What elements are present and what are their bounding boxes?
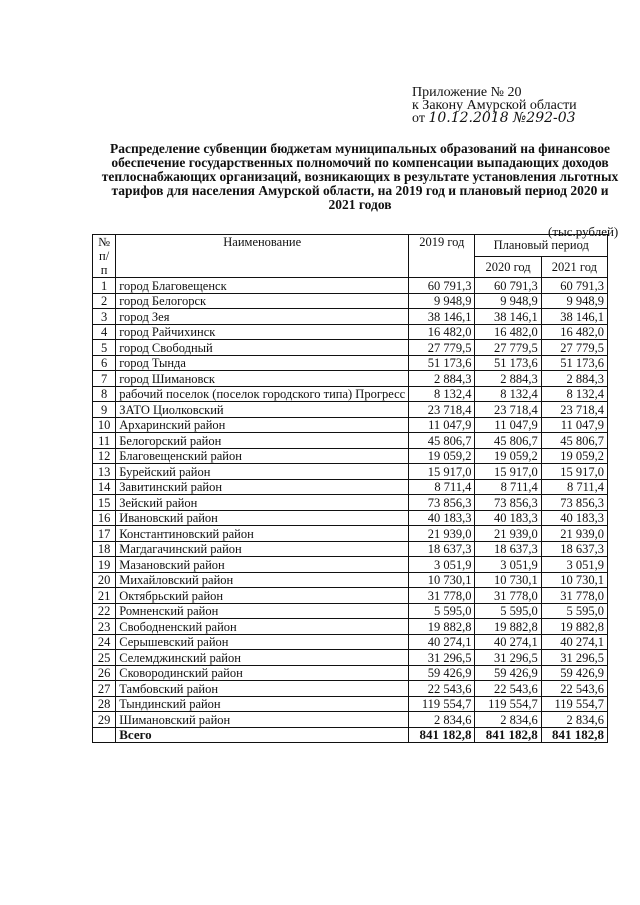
row-value-2019: 40 183,3 [409,510,475,526]
row-name: Серышевский район [116,634,409,650]
row-name: рабочий поселок (поселок городского типа) Прогресс [116,386,409,402]
row-value-2020: 40 183,3 [475,510,541,526]
unit-label: (тыс.рублей) [548,224,619,239]
row-value-2021: 3 051,9 [541,557,607,573]
row-number: 12 [93,448,116,464]
row-number: 14 [93,479,116,495]
total-label: Всего [116,727,409,743]
total-2019: 841 182,8 [409,727,475,743]
row-value-2020: 2 884,3 [475,371,541,387]
row-value-2019: 19 882,8 [409,619,475,635]
table-row [93,619,608,635]
table-row [93,278,608,294]
row-value-2021: 60 791,3 [541,278,607,294]
row-value-2019: 45 806,7 [409,433,475,449]
row-name: Ромненский район [116,603,409,619]
row-number: 10 [93,417,116,433]
row-value-2020: 11 047,9 [475,417,541,433]
row-number: 17 [93,526,116,542]
row-value-2020: 23 718,4 [475,402,541,418]
table-row [93,557,608,573]
row-value-2019: 22 543,6 [409,681,475,697]
row-value-2021: 2 834,6 [541,712,607,728]
row-number: 20 [93,572,116,588]
document-title: Распределение субвенции бюджетам муниципальных образований на финансовое обеспечение государственных полномочий по компенсации выпадающих доходов теплоснабжающих организаций, возникающих в результате установления льготных тарифов для населения Амурской области, на 2019 год и плановый период 2020 и 2021 годов [101,141,619,212]
row-name: Завитинский район [116,479,409,495]
row-number: 22 [93,603,116,619]
row-value-2019: 38 146,1 [409,309,475,325]
row-value-2021: 23 718,4 [541,402,607,418]
table-header-row [93,235,608,257]
annex-number: Приложение № 20 [412,85,522,100]
row-value-2019: 11 047,9 [409,417,475,433]
table-row [93,696,608,712]
row-value-2020: 18 637,3 [475,541,541,557]
table-row [93,681,608,697]
row-number: 1 [93,278,116,294]
row-name: Мазановский район [116,557,409,573]
row-name: Константиновский район [116,526,409,542]
row-name: Благовещенский район [116,448,409,464]
row-value-2019: 60 791,3 [409,278,475,294]
total-row-number [93,727,116,743]
row-value-2021: 51 173,6 [541,355,607,371]
row-number: 9 [93,402,116,418]
row-value-2020: 3 051,9 [475,557,541,573]
row-value-2021: 31 778,0 [541,588,607,604]
subvention-table [92,234,608,743]
row-number: 8 [93,386,116,402]
row-value-2020: 59 426,9 [475,665,541,681]
table-total-row [93,727,608,743]
row-value-2019: 23 718,4 [409,402,475,418]
table-row [93,324,608,340]
row-value-2021: 9 948,9 [541,293,607,309]
row-value-2021: 16 482,0 [541,324,607,340]
row-value-2021: 22 543,6 [541,681,607,697]
row-name: Селемджинский район [116,650,409,666]
table-row [93,712,608,728]
table-row [93,402,608,418]
row-number: 7 [93,371,116,387]
row-name: Сковородинский район [116,665,409,681]
row-value-2019: 8 132,4 [409,386,475,402]
row-number: 6 [93,355,116,371]
row-value-2021: 5 595,0 [541,603,607,619]
row-number: 4 [93,324,116,340]
table-row [93,340,608,356]
row-value-2019: 21 939,0 [409,526,475,542]
header-name: Наименование [116,235,409,278]
total-2020: 841 182,8 [475,727,541,743]
table-row [93,588,608,604]
row-value-2020: 27 779,5 [475,340,541,356]
annex-handwritten-date: 10.12.2018 №292-03 [428,110,576,126]
total-2021: 841 182,8 [541,727,607,743]
row-number: 23 [93,619,116,635]
row-number: 16 [93,510,116,526]
row-number: 19 [93,557,116,573]
row-value-2019: 59 426,9 [409,665,475,681]
row-value-2021: 11 047,9 [541,417,607,433]
row-value-2021: 21 939,0 [541,526,607,542]
row-number: 28 [93,696,116,712]
table-row [93,293,608,309]
table-row [93,479,608,495]
row-value-2020: 51 173,6 [475,355,541,371]
row-name: Шимановский район [116,712,409,728]
annex-date-line [412,112,577,125]
row-value-2021: 8 132,4 [541,386,607,402]
row-value-2021: 10 730,1 [541,572,607,588]
row-value-2020: 8 132,4 [475,386,541,402]
table-row [93,634,608,650]
table-row [93,371,608,387]
table-row [93,526,608,542]
row-value-2021: 19 882,8 [541,619,607,635]
row-value-2021: 8 711,4 [541,479,607,495]
row-value-2019: 51 173,6 [409,355,475,371]
row-name: город Зея [116,309,409,325]
row-value-2021: 59 426,9 [541,665,607,681]
row-value-2020: 15 917,0 [475,464,541,480]
row-value-2019: 19 059,2 [409,448,475,464]
row-name: Октябрьский район [116,588,409,604]
header-2020: 2020 год [475,256,541,278]
row-value-2019: 40 274,1 [409,634,475,650]
row-value-2019: 15 917,0 [409,464,475,480]
row-value-2021: 2 884,3 [541,371,607,387]
row-value-2021: 15 917,0 [541,464,607,480]
table-row [93,650,608,666]
row-value-2020: 16 482,0 [475,324,541,340]
table-row [93,510,608,526]
row-name: Бурейский район [116,464,409,480]
row-number: 11 [93,433,116,449]
row-value-2020: 31 296,5 [475,650,541,666]
row-value-2021: 45 806,7 [541,433,607,449]
row-number: 18 [93,541,116,557]
row-value-2020: 10 730,1 [475,572,541,588]
row-name: Архаринский район [116,417,409,433]
row-value-2020: 19 059,2 [475,448,541,464]
row-value-2021: 31 296,5 [541,650,607,666]
row-number: 5 [93,340,116,356]
table-row [93,464,608,480]
row-value-2019: 31 296,5 [409,650,475,666]
row-value-2020: 19 882,8 [475,619,541,635]
row-name: ЗАТО Циолковский [116,402,409,418]
row-value-2020: 21 939,0 [475,526,541,542]
row-value-2019: 3 051,9 [409,557,475,573]
row-value-2021: 18 637,3 [541,541,607,557]
annex-law-ref: к Закону Амурской области [412,98,577,113]
table-body [93,278,608,743]
table-row [93,541,608,557]
row-value-2021: 27 779,5 [541,340,607,356]
row-value-2021: 73 856,3 [541,495,607,511]
row-name: город Тында [116,355,409,371]
row-value-2019: 5 595,0 [409,603,475,619]
row-value-2021: 119 554,7 [541,696,607,712]
row-value-2021: 40 274,1 [541,634,607,650]
row-value-2019: 73 856,3 [409,495,475,511]
row-value-2020: 9 948,9 [475,293,541,309]
table-row [93,355,608,371]
row-value-2019: 2 884,3 [409,371,475,387]
row-value-2020: 8 711,4 [475,479,541,495]
table-row [93,309,608,325]
table-row [93,448,608,464]
table-row [93,417,608,433]
row-name: Свободненский район [116,619,409,635]
row-value-2021: 40 183,3 [541,510,607,526]
row-value-2020: 5 595,0 [475,603,541,619]
header-plan-period: Плановый период [475,235,608,257]
row-name: город Шимановск [116,371,409,387]
row-value-2020: 40 274,1 [475,634,541,650]
row-value-2019: 31 778,0 [409,588,475,604]
row-value-2019: 18 637,3 [409,541,475,557]
row-name: Тындинский район [116,696,409,712]
row-value-2020: 60 791,3 [475,278,541,294]
row-name: город Благовещенск [116,278,409,294]
row-number: 3 [93,309,116,325]
row-value-2021: 19 059,2 [541,448,607,464]
row-value-2020: 31 778,0 [475,588,541,604]
row-name: Тамбовский район [116,681,409,697]
table-row [93,433,608,449]
table-row [93,386,608,402]
row-value-2020: 119 554,7 [475,696,541,712]
row-value-2019: 10 730,1 [409,572,475,588]
row-value-2019: 27 779,5 [409,340,475,356]
row-value-2021: 38 146,1 [541,309,607,325]
table-row [93,603,608,619]
row-number: 24 [93,634,116,650]
row-name: город Свободный [116,340,409,356]
row-number: 21 [93,588,116,604]
row-name: город Райчихинск [116,324,409,340]
row-value-2019: 2 834,6 [409,712,475,728]
table-row [93,572,608,588]
row-number: 2 [93,293,116,309]
row-value-2019: 8 711,4 [409,479,475,495]
header-2021: 2021 год [541,256,607,278]
row-number: 15 [93,495,116,511]
row-value-2019: 16 482,0 [409,324,475,340]
row-value-2020: 45 806,7 [475,433,541,449]
row-name: Ивановский район [116,510,409,526]
annex-block [412,86,577,125]
table-row [93,665,608,681]
row-value-2020: 73 856,3 [475,495,541,511]
table-row [93,495,608,511]
row-number: 26 [93,665,116,681]
header-num: № п/п [93,235,116,278]
row-name: Зейский район [116,495,409,511]
row-number: 25 [93,650,116,666]
row-name: Белогорский район [116,433,409,449]
row-number: 27 [93,681,116,697]
row-value-2019: 119 554,7 [409,696,475,712]
row-name: Михайловский район [116,572,409,588]
annex-date-prefix: от [412,111,425,126]
row-value-2020: 2 834,6 [475,712,541,728]
header-2019: 2019 год [409,235,475,278]
row-number: 13 [93,464,116,480]
row-name: Магдагачинский район [116,541,409,557]
row-name: город Белогорск [116,293,409,309]
row-number: 29 [93,712,116,728]
row-value-2019: 9 948,9 [409,293,475,309]
row-value-2020: 22 543,6 [475,681,541,697]
row-value-2020: 38 146,1 [475,309,541,325]
